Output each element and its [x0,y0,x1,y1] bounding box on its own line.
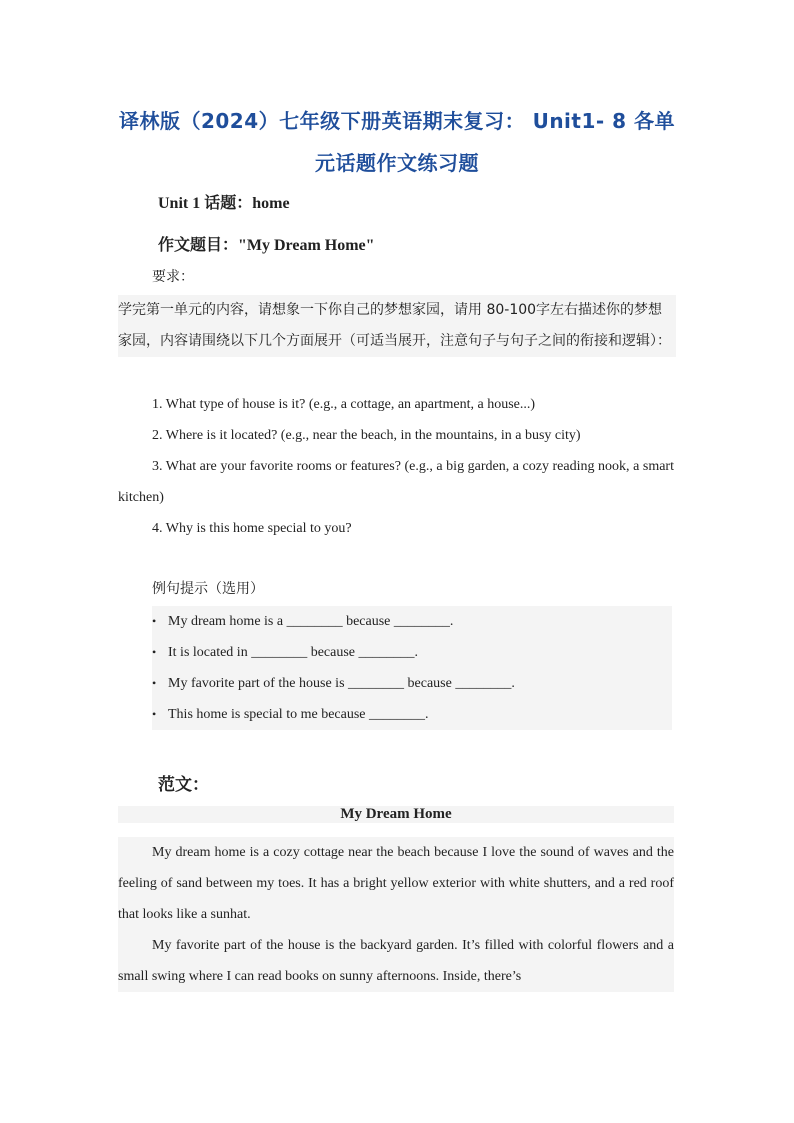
unit-heading: Unit 1 话题：home [158,195,290,212]
question-4 [118,513,674,544]
topic-heading: 作文题目："My Dream Home" [158,237,375,254]
example-sentence: • My dream home is a ________ because ________. [152,606,672,637]
example-sentence: • This home is special to me because ________. [152,699,672,730]
question-text: 4. Why is this home special to you? [152,521,352,536]
question-text: 2. Where is it located? (e.g., near the beach, in the mountains, in a busy city) [152,428,581,443]
essay-paragraph: My favorite part of the house is the backyard garden. It’s filled with colorful flowers and a small swing where I can read books on sunny afternoons. Inside, there’s [118,938,674,984]
question-text: 1. What type of house is it? (e.g., a cottage, an apartment, a house...) [152,397,536,412]
example-sentence: • My favorite part of the house is ________ because ________. [152,668,672,699]
question-1 [118,389,674,420]
essay-title: My Dream Home [118,806,674,823]
question-3 [118,451,674,513]
document-title: 译林版（2024）七年级下册英语期末复习： Unit1- 8 各单元话题作文练习题 [118,109,676,175]
example-sentence-list [152,606,672,730]
example-sentence: • It is located in ________ because ________. [152,637,672,668]
sample-heading: 范文： [158,775,209,795]
example-label: 例句提示（选用） [152,581,264,597]
question-2 [118,420,674,451]
essay-paragraph: My dream home is a cozy cottage near the beach because I love the sound of waves and the feeling of sand between my toes. It has a bright yellow exterior with white shutters, and a red roof that looks like a sunhat. [118,845,674,922]
requirements-text: 学完第一单元的内容，请想象一下你自己的梦想家园，请用 80-100字左右描述你的梦想家园，内容请围绕以下几个方面展开（可适当展开，注意句子与句子之间的衔接和逻辑）： [118,295,676,357]
question-text: 3. What are your favorite rooms or features? (e.g., a big garden, a cozy reading nook, a smart kitchen) [118,459,674,505]
requirements-label: 要求： [152,269,194,285]
essay-body [118,837,674,992]
